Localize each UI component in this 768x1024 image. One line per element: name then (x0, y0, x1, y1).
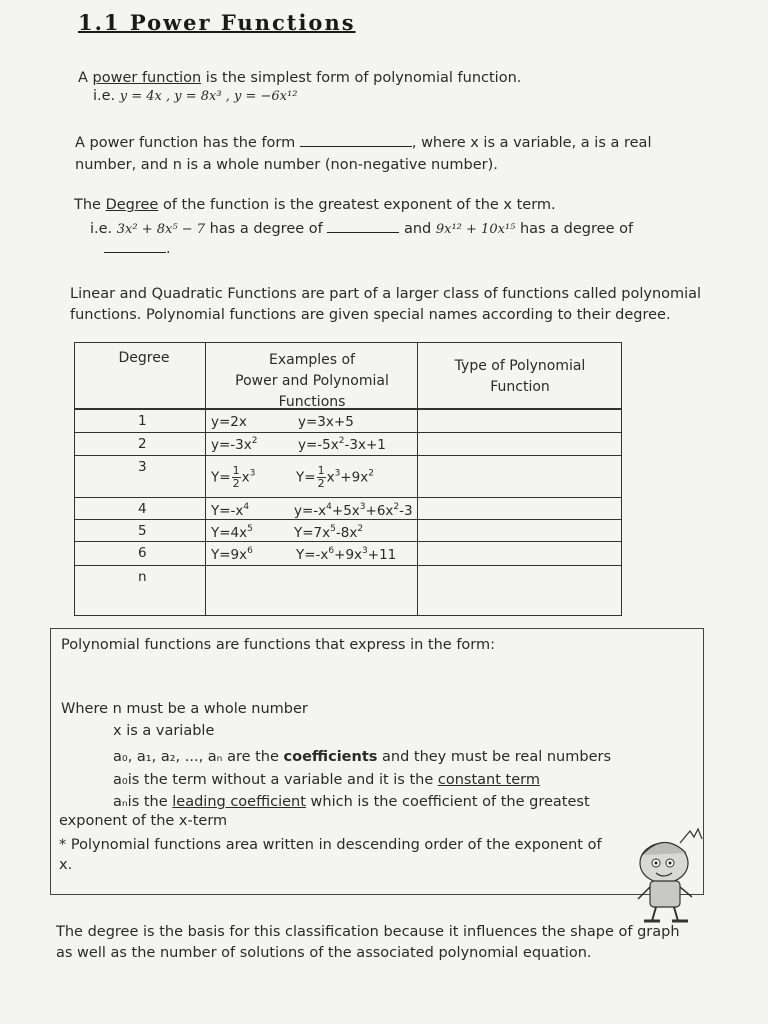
text: Y=-x (211, 503, 244, 519)
form-sentence (75, 134, 651, 151)
header-degree: Degree (118, 350, 170, 366)
text: x (241, 469, 250, 486)
text: +9x (340, 469, 369, 486)
box-where: Where n must be a whole number (61, 701, 308, 717)
exponent: 5 (330, 524, 336, 534)
table-row-divider (74, 455, 622, 456)
text: which is the coefficient of the greatest (305, 794, 590, 810)
box-leading-line2: exponent of the x-term (59, 813, 228, 829)
text: A (78, 70, 93, 86)
header-line: Functions (278, 394, 346, 410)
example-cell (294, 525, 363, 541)
text: -8x (335, 525, 358, 541)
text: a₀, a₁, a₂, ..., aₙ are the (113, 749, 284, 765)
example-cell (298, 437, 386, 453)
table-row-divider (74, 497, 622, 498)
text: a₀is the term without a variable and it is the (113, 772, 438, 788)
degree-cell: 1 (138, 413, 147, 429)
denominator: 2 (232, 477, 240, 490)
box-star-note-line2: x. (59, 857, 73, 873)
text: Y= (296, 469, 316, 486)
text: Y=-x (296, 547, 329, 563)
text: of the function is the greatest exponent of the x term. (158, 197, 556, 213)
text: -3 (399, 503, 413, 519)
header-line: Power and Polynomial (235, 373, 389, 389)
example-cell (294, 503, 413, 519)
table-row-divider (74, 519, 622, 520)
degree-blank-line (104, 240, 171, 257)
box-constant (113, 772, 540, 788)
denominator: 2 (317, 477, 325, 490)
answer-blank[interactable] (104, 240, 166, 253)
linear-paragraph-line1: Linear and Quadratic Functions are part of a larger class of functions called polynomial (70, 286, 702, 302)
fraction (232, 465, 241, 490)
form-sentence-line2: number, and n is a whole number (non-negative number). (75, 157, 498, 173)
term-power-function: power function (92, 70, 202, 86)
text: y=-3x (211, 437, 252, 453)
example-cell: y=2x (211, 414, 247, 430)
header-type (418, 356, 622, 398)
table-row-divider (74, 565, 622, 566)
text: and (399, 221, 436, 237)
degree-cell: n (138, 569, 147, 585)
ie-label: i.e. (93, 88, 116, 104)
text: x (326, 469, 335, 486)
term-degree: Degree (105, 197, 159, 213)
text: +11 (367, 547, 397, 563)
box-leading (113, 794, 590, 810)
text: Y= (211, 469, 231, 486)
exponent: 6 (247, 546, 253, 556)
text: aₙis the (113, 794, 173, 810)
table-border (74, 615, 622, 616)
text: A power function has the form (75, 135, 296, 151)
degree-examples (90, 220, 633, 237)
text: +6x (365, 503, 394, 519)
text: +5x (331, 503, 360, 519)
text: has a degree of (205, 221, 328, 237)
exponent: 3 (334, 468, 341, 479)
exponent: 3 (359, 502, 366, 512)
text: is the simplest form of polynomial function. (201, 70, 522, 86)
header-examples (206, 350, 418, 413)
examples-math: y = 4x , y = 8x³ , y = −6x¹² (119, 89, 298, 104)
table-border (74, 342, 75, 616)
text: +9x (334, 547, 363, 563)
example-cell (296, 465, 374, 490)
term-leading-coefficient: leading coefficient (172, 794, 306, 810)
degree-cell: 3 (138, 459, 147, 475)
header-line: Type of Polynomial (454, 358, 586, 374)
polynomial-table (74, 342, 622, 616)
exponent: 3 (362, 546, 368, 556)
table-row-divider (74, 541, 622, 542)
exponent: 2 (251, 436, 258, 446)
example-cell (296, 547, 396, 563)
header-line: Function (490, 379, 550, 395)
closing-line2: as well as the number of solutions of the associated polynomial equation. (56, 945, 592, 961)
exponent: 2 (357, 524, 364, 534)
box-coefficients (113, 749, 611, 765)
example-cell (211, 503, 249, 519)
header-line: Examples of (269, 352, 355, 368)
example-cell (211, 465, 255, 490)
closing-line1: The degree is the basis for this classification because it influences the shape of graph (56, 924, 680, 940)
exponent: 6 (328, 546, 335, 556)
degree-definition (74, 197, 556, 213)
box-intro: Polynomial functions are functions that express in the form: (61, 637, 496, 653)
term-constant: constant term (437, 772, 540, 788)
term-coefficients: coefficients (283, 749, 378, 765)
example-cell (211, 547, 253, 563)
text: y=-5x (298, 437, 339, 453)
text: , where x is a variable, a is a real (411, 135, 652, 151)
exponent: 4 (326, 502, 332, 512)
text: -3x+1 (344, 437, 386, 453)
example-1: 3x² + 8x⁵ − 7 (116, 222, 205, 237)
power-function-examples (93, 88, 297, 104)
numerator: 1 (317, 464, 325, 477)
example-2: 9x¹² + 10x¹⁵ (435, 222, 516, 237)
ie-label: i.e. (90, 221, 113, 237)
table-border (74, 342, 622, 343)
example-cell: y=3x+5 (298, 414, 354, 430)
table-row-divider (74, 432, 622, 433)
box-star-note: * Polynomial functions area written in descending order of the exponent of (59, 837, 602, 853)
degree-cell: 4 (138, 501, 147, 517)
numerator: 1 (232, 464, 240, 477)
text: The (74, 197, 106, 213)
text: Y=9x (211, 547, 248, 563)
polynomial-definition-box (50, 628, 704, 895)
exponent: 2 (393, 502, 400, 512)
linear-paragraph-line2: functions. Polynomial functions are given special names according to their degree. (70, 307, 671, 323)
text: has a degree of (515, 221, 634, 237)
answer-blank[interactable] (327, 220, 399, 233)
box-variable: x is a variable (113, 723, 215, 739)
answer-blank[interactable] (300, 134, 412, 147)
fraction (317, 465, 326, 490)
exponent: 4 (243, 502, 250, 512)
text: . (166, 241, 171, 257)
degree-cell: 2 (138, 436, 147, 452)
exponent: 5 (247, 524, 253, 534)
text: Y=4x (211, 525, 248, 541)
page-title: 1.1 Power Functions (78, 10, 356, 35)
example-cell (211, 525, 253, 541)
degree-cell: 6 (138, 545, 147, 561)
exponent: 3 (249, 468, 256, 479)
exponent: 2 (368, 468, 374, 479)
text: and they must be real numbers (377, 749, 612, 765)
text: Y=7x (294, 525, 331, 541)
text: y=-x (294, 503, 327, 519)
cartoon-character-icon (628, 825, 708, 925)
example-cell (211, 437, 258, 453)
degree-cell: 5 (138, 523, 147, 539)
exponent: 2 (338, 436, 345, 446)
power-function-definition (78, 70, 521, 86)
